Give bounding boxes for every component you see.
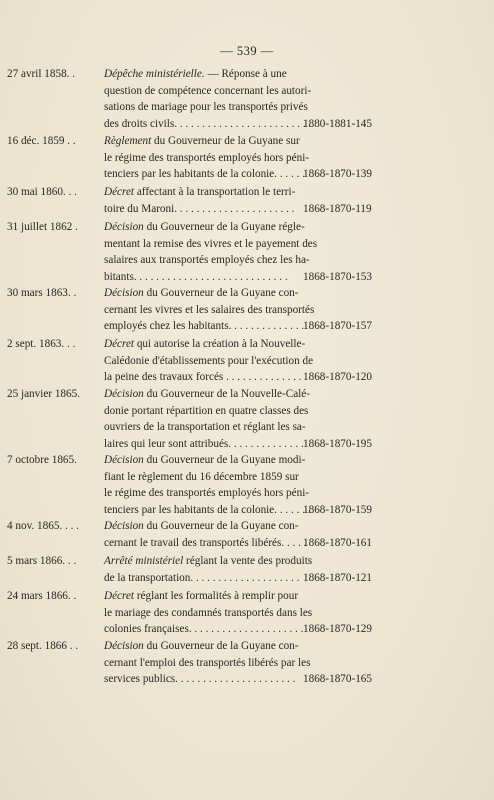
entry-date: 30 mars 1863. . <box>7 287 77 299</box>
entry-line: cernant l'emploi des transportés libérés par les <box>104 656 311 669</box>
entry-reference: 1868-1870-139 <box>303 168 372 180</box>
entry-line: le régime des transportés employés hors péni- <box>104 487 310 499</box>
entry-line: colonies françaises. . . . . . . . . . . . . . . . . . . . . <box>104 623 304 635</box>
entry-line: réglant la vente des produits <box>186 555 313 567</box>
entry-reference: 1868-1870-161 <box>303 536 372 549</box>
entry-line: laires qui leur sont attribués. . . . . . . . . . . . . . <box>104 437 304 450</box>
entry-line: — Réponse à une <box>207 68 287 80</box>
entry-date: 7 octobre 1865. <box>7 454 77 466</box>
entry-reference: 1868-1870-129 <box>303 623 372 635</box>
entry-lead: Dépêche ministérielle. <box>104 68 205 80</box>
entry-reference: 1868-1870-159 <box>303 503 372 516</box>
entry-line: du Gouverneur de la Nouvelle-Calé- <box>146 388 310 400</box>
entry-line: qui autorise la création à la Nouvelle- <box>136 338 306 350</box>
entry-lead: Décret <box>104 590 135 602</box>
entry-reference: 1868-1870-120 <box>303 371 372 383</box>
entry-line: bitants. . . . . . . . . . . . . . . . . . . . . . . . . . . . <box>104 270 288 283</box>
entry-line: Calédonie d'établissements pour l'exécution de <box>104 354 314 367</box>
entry-line: la peine des travaux forcés . . . . . . . . . . . . . . <box>104 371 302 383</box>
entry-line: le mariage des condamnés transportés dans les <box>104 606 313 619</box>
entry-reference: 1868-1870-153 <box>303 270 372 283</box>
entry-reference: 1880-1881-145 <box>303 117 372 130</box>
entry-date: 2 sept. 1863. . . <box>7 338 76 350</box>
entry-line: le régime des transportés employés hors péni- <box>104 151 310 164</box>
entry-date: 5 mars 1866. . . <box>7 555 77 567</box>
entry-reference: 1868-1870-157 <box>303 320 372 332</box>
entry-line: du Gouverneur de la Guyane con- <box>146 640 299 652</box>
entry-line: tenciers par les habitants de la colonie. . . . . . . <box>104 503 311 516</box>
entry-lead: Arrêté ministériel <box>104 555 184 567</box>
entry-line: des droits civils. . . . . . . . . . . . . . . . . . . . . . . . . <box>104 117 312 130</box>
entry-line: du Gouverneur de la Guyane régle- <box>146 221 305 233</box>
entry-line: donie portant répartition en quatre classes des <box>104 404 309 417</box>
entry-line: mentant la remise des vivres et le payement des <box>104 237 318 250</box>
entry-lead: Décision <box>104 388 144 400</box>
entry-line: cernant les vivres et les salaires des transportés <box>104 303 315 316</box>
entry-date: 25 janvier 1865. <box>7 388 81 400</box>
entry-reference: 1868-1870-119 <box>303 202 372 215</box>
entry-lead: Règlement <box>104 135 152 147</box>
entry-date: 27 avril 1858. . <box>7 68 76 80</box>
entry-lead: Décision <box>104 221 144 233</box>
entry-line: du Gouverneur de la Guyane modi- <box>146 454 306 466</box>
entry-date: 24 mars 1866. . <box>7 590 77 602</box>
entry-line: du Gouverneur de la Guyane sur <box>154 135 300 147</box>
entry-lead: Décret <box>104 186 135 198</box>
entry-date: 30 mai 1860. . . <box>7 186 77 198</box>
entry-lead: Décision <box>104 520 144 532</box>
entry-line: du Gouverneur de la Guyane con- <box>146 520 299 532</box>
entry-reference: 1868-1870-121 <box>303 571 372 584</box>
entry-date: 31 juillet 1862 . <box>7 221 78 233</box>
entry-line: du Gouverneur de la Guyane con- <box>146 287 299 299</box>
entry-line: services publics. . . . . . . . . . . . . . . . . . . . . . <box>104 673 296 685</box>
entry-date: 16 déc. 1859 . . <box>7 135 76 147</box>
entry-reference: 1868-1870-165 <box>303 673 372 685</box>
entry-date: 4 nov. 1865. . . . <box>7 520 79 532</box>
entry-line: de la transportation. . . . . . . . . . . . . . . . . . . . <box>104 571 300 584</box>
entry-lead: Décision <box>104 454 144 466</box>
entry-line: cernant le travail des transportés libérés. . . . . <box>104 536 307 549</box>
entry-lead: Décret <box>104 338 135 350</box>
entry-lead: Décision <box>104 640 144 652</box>
entry-line: réglant les formalités à remplir pour <box>136 590 299 602</box>
entry-line: sations de mariage pour les transportés privés <box>104 101 308 113</box>
entry-reference: 1868-1870-195 <box>303 437 372 450</box>
entry-line: salaires aux transportés employés chez les ha- <box>104 254 310 266</box>
entry-line: ouvriers de la transportation et réglant les sa- <box>104 421 306 433</box>
entry-date: 28 sept. 1866 . . <box>7 640 79 652</box>
entry-line: toire du Maroni. . . . . . . . . . . . . . . . . . . . . . <box>104 202 295 215</box>
entry-line: fiant le règlement du 16 décembre 1859 sur <box>104 470 299 483</box>
entry-line: affectant à la transportation le terri- <box>136 186 296 198</box>
entry-line: question de compétence concernant les autori- <box>104 84 312 97</box>
entry-line: employés chez les habitants. . . . . . . . . . . . . . <box>104 320 305 332</box>
entry-line: tenciers par les habitants de la colonie. . . . . . <box>104 168 305 180</box>
entry-lead: Décision <box>104 287 144 299</box>
page-number: — 539 — <box>220 44 274 58</box>
